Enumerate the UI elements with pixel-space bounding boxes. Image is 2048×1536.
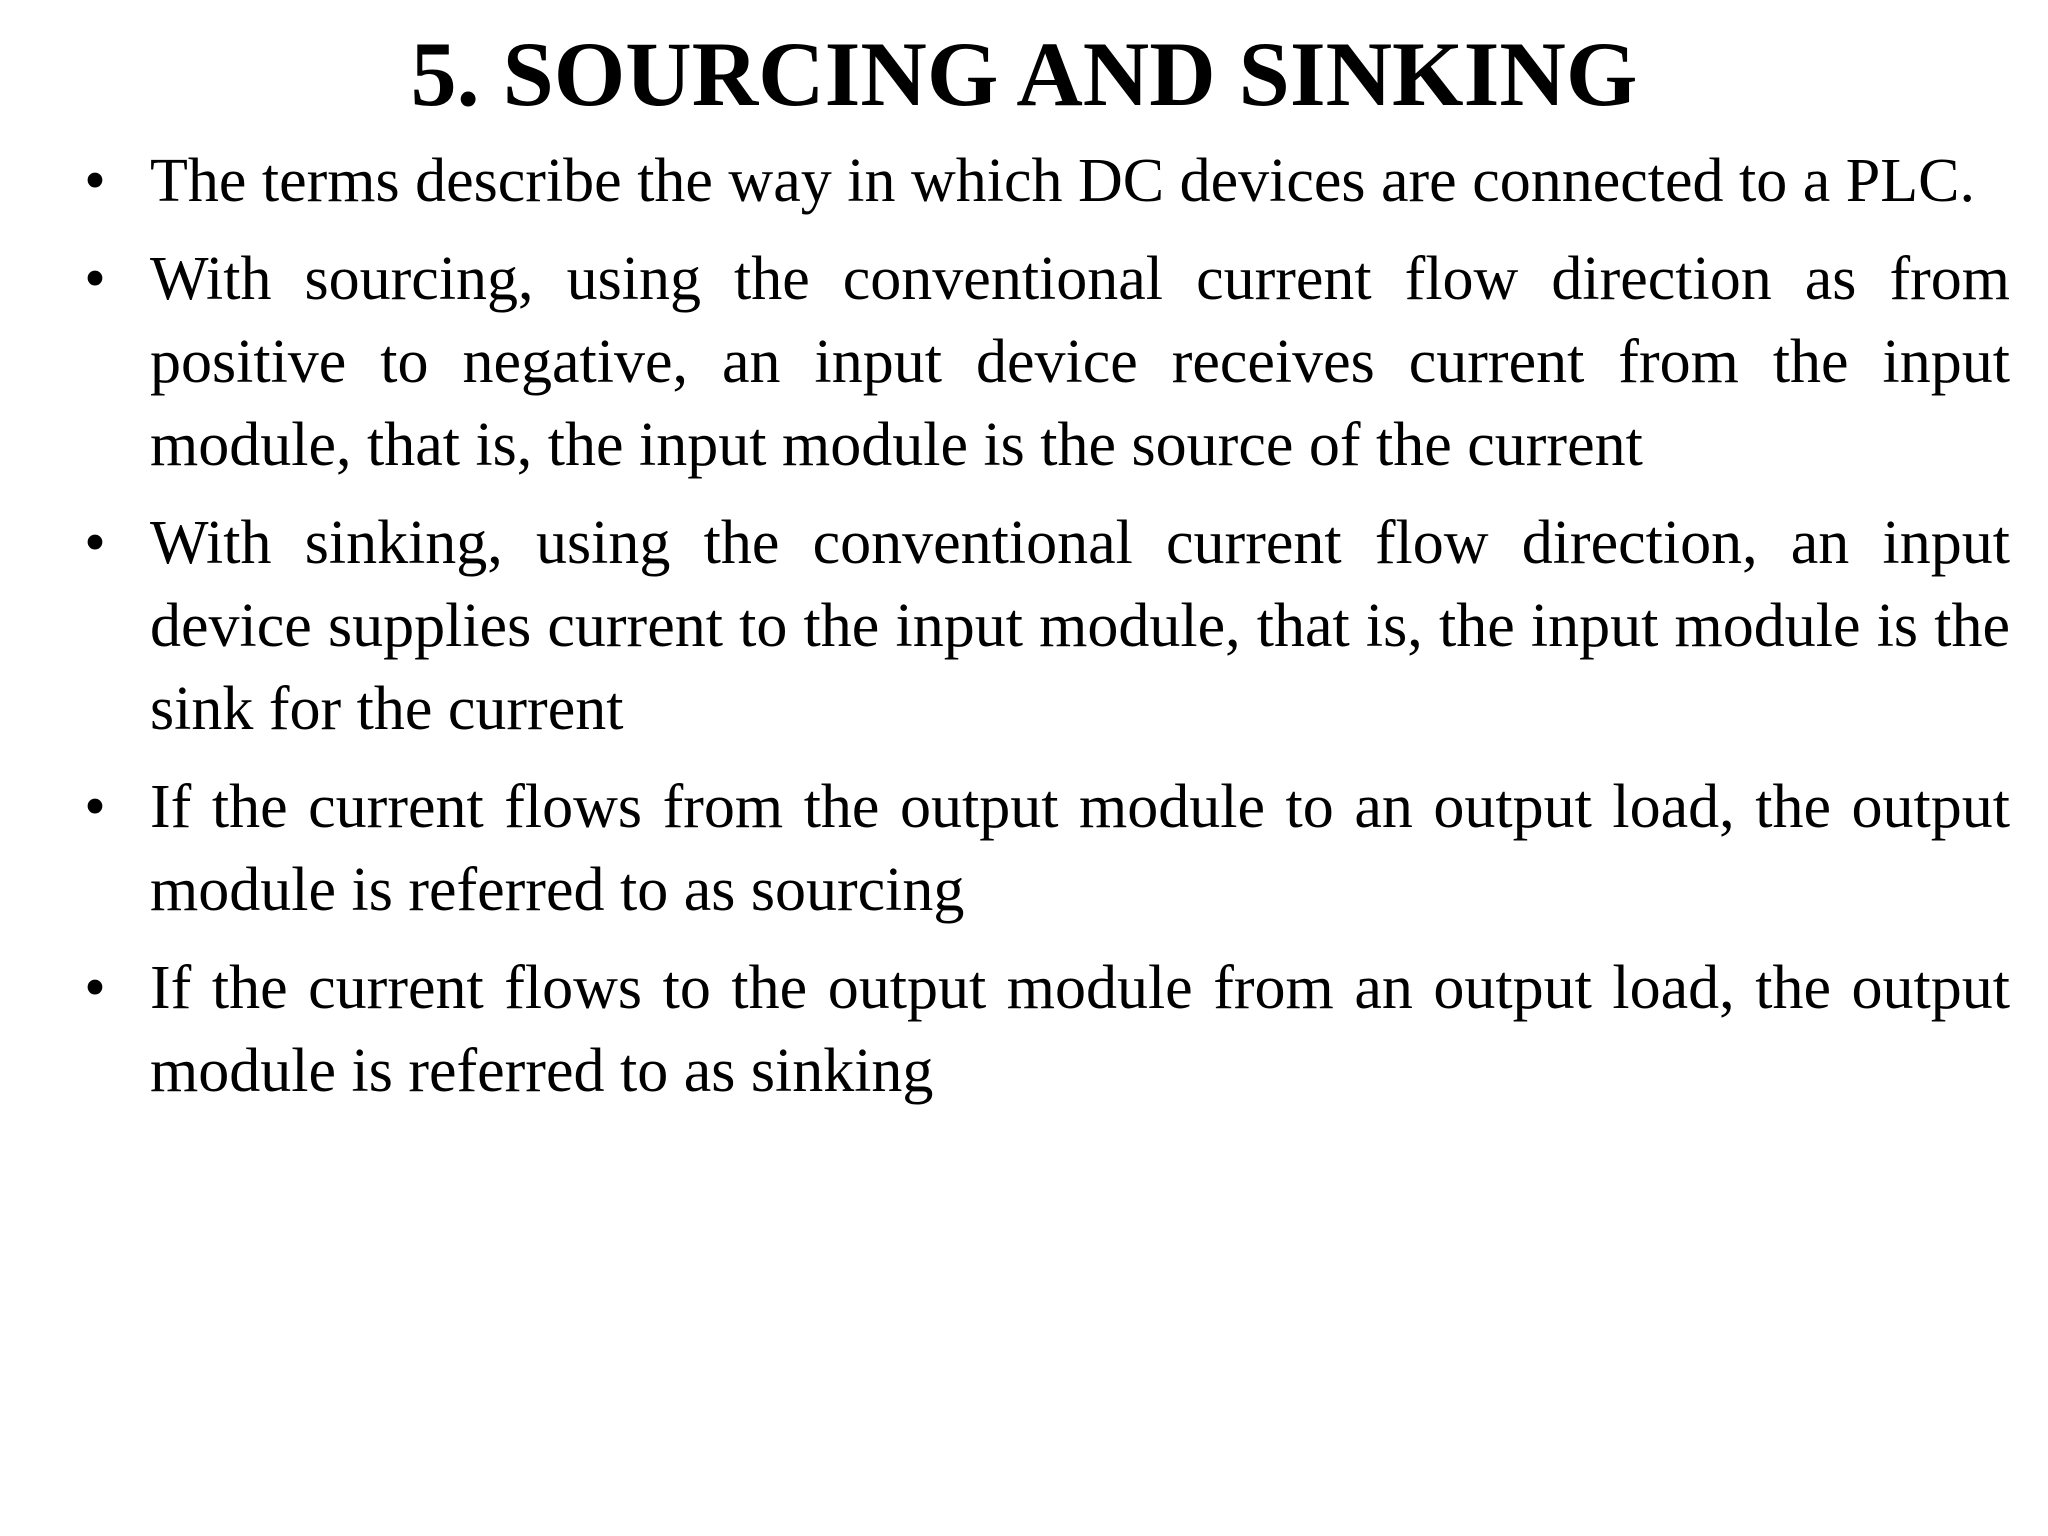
- bullet-item: [70, 238, 2010, 487]
- bullet-text: The terms describe the way in which DC devices are connected to a PLC.: [150, 147, 1975, 215]
- bullet-text: If the current flows from the output module to an output load, the output module is referred to as sourcing: [150, 773, 2010, 924]
- bullet-item: [70, 947, 2010, 1113]
- bullet-icon: •: [84, 147, 106, 215]
- bullet-item: [70, 766, 2010, 932]
- bullet-text: If the current flows to the output module from an output load, the output module is referred to as sinking: [150, 954, 2010, 1105]
- bullet-text: With sinking, using the conventional current flow direction, an input device supplies current to the input module, that is, the input module is the sink for the current: [150, 509, 2010, 743]
- bullet-item: [70, 140, 2010, 223]
- bullet-text: With sourcing, using the conventional current flow direction as from positive to negative, an input device receives current from the input module, that is, the input module is the source of the current: [150, 245, 2010, 479]
- bullet-list: [70, 140, 2010, 1128]
- bullet-icon: •: [84, 509, 106, 577]
- bullet-icon: •: [84, 954, 106, 1022]
- slide-title: 5. SOURCING AND SINKING: [410, 23, 1638, 125]
- bullet-item: [70, 502, 2010, 751]
- bullet-icon: •: [84, 773, 106, 841]
- bullet-icon: •: [84, 245, 106, 313]
